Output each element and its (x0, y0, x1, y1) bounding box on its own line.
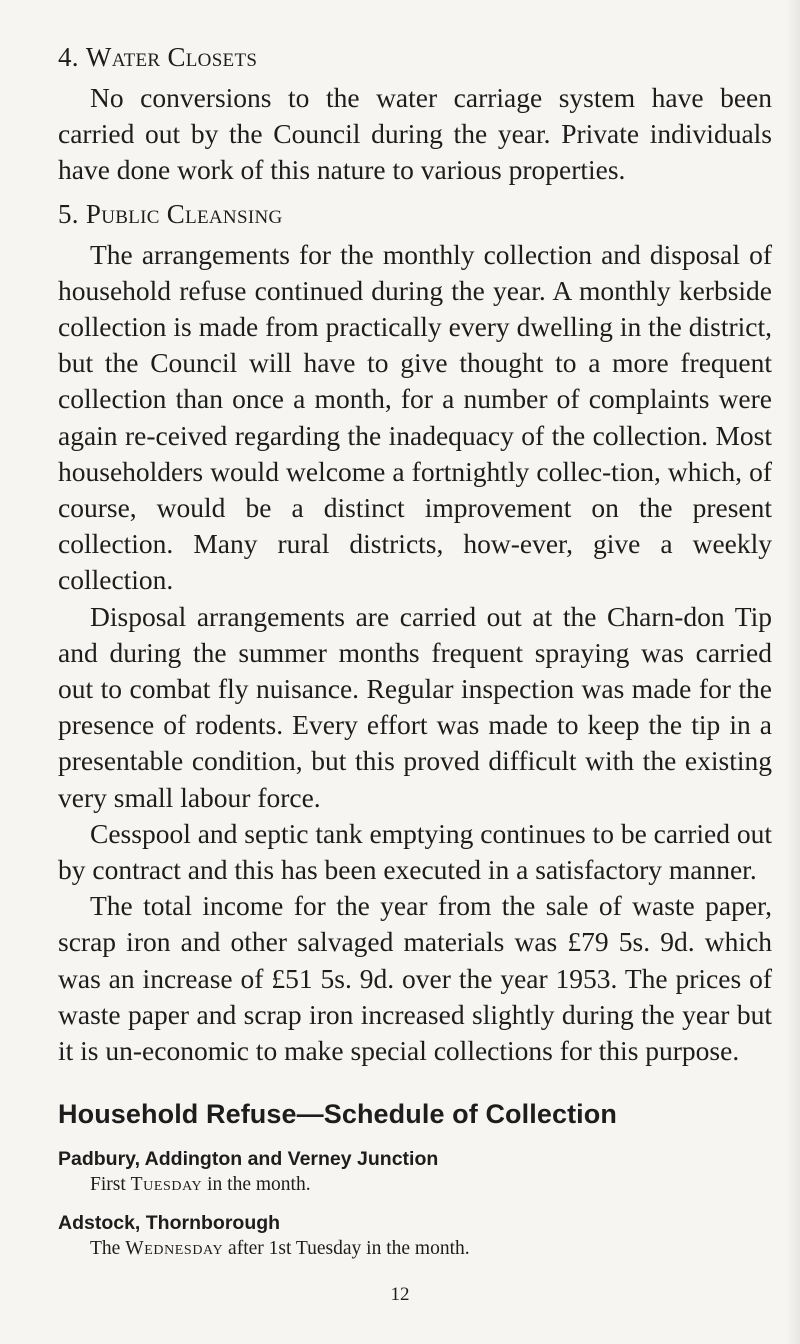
schedule-places: Padbury, Addington and Verney Junction (58, 1148, 439, 1171)
paragraph: The total income for the year from the sale of waste paper, scrap iron and other salvaged materials was £79 5s. 9d. which was an increase of £51 5s. 9d. over the year 1953. The prices of waste paper and scrap iron increased slightly during the year but it is un-economic to make special collections for this purpose. (58, 890, 772, 1067)
schedule-places: Adstock, Thornborough (58, 1212, 281, 1235)
document-page (58, 40, 772, 1275)
schedule-day: The Wednesday after 1st Tuesday in the month. (90, 1238, 470, 1260)
page-edge-shadow (786, 0, 800, 1344)
schedule-entry (58, 1147, 772, 1197)
section-number: 5. (58, 198, 79, 229)
schedule-day: First Tuesday in the month. (90, 1174, 311, 1196)
schedule-entry (58, 1211, 772, 1261)
paragraph: The arrangements for the monthly collection and disposal of household refuse continued during the year. A monthly kerbside collection is made from practically every dwelling in the district, but the Council will have to give thought to a more frequent collection than once a month, for a number of complaints were again re-ceived regarding the inadequacy of the collection. Most householders would welcome a fortnightly collec-tion, which, of course, would be a distinct improvement on the present collection. Many rural districts, how-ever, give a weekly collection. (58, 238, 772, 596)
paragraph: Disposal arrangements are carried out at the Charn-don Tip and during the summer months frequent spraying was carried out to combat fly nuisance. Regular inspection was made for the presence of rodents. Every effort was made to keep the tip in a presentable condition, but this proved difficult with the existing very small labour force. (58, 600, 772, 813)
section-heading-water-closets (58, 40, 772, 74)
schedule-title: Household Refuse—Schedule of Collection (58, 1099, 617, 1130)
section-number: 4. (58, 42, 79, 72)
page-number: 12 (390, 1284, 410, 1305)
section-heading-public-cleansing (58, 197, 772, 231)
section-title: Public Cleansing (85, 198, 283, 229)
paragraph: Cesspool and septic tank emptying continues to be carried out by contract and this has been executed in a satisfactory manner. (58, 817, 772, 886)
section-title: Water Closets (85, 42, 258, 72)
paragraph: No conversions to the water carriage system have been carried out by the Council during the year. Private individuals have done work of this nature to various properties. (58, 82, 772, 186)
